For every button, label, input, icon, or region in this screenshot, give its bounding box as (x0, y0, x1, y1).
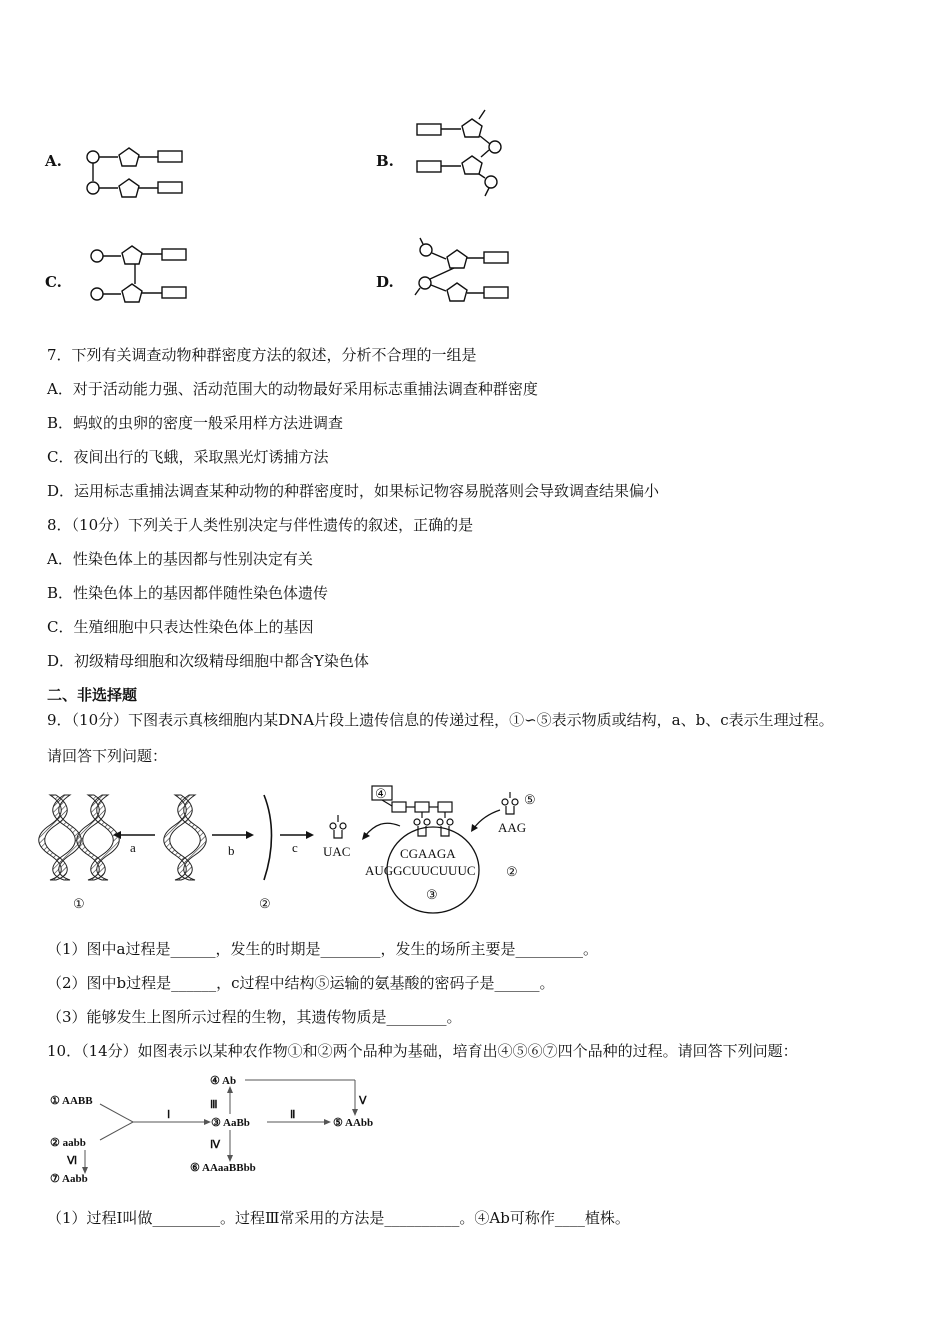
node-5: ⑤ AAbb (333, 1117, 374, 1129)
base-rect (417, 161, 441, 172)
base-rect (162, 249, 186, 260)
q7-option-d: D．运用标志重捕法调查某种动物的种群密度时，如果标记物容易脱落则会导致调查结果偏小 (47, 482, 660, 500)
trna-ribosome (414, 812, 453, 836)
base-rect (484, 252, 508, 263)
option-c-label: C. (45, 273, 62, 291)
arrow-a-label: a (130, 840, 136, 855)
phosphate-circle (485, 176, 497, 188)
arrow-c-label: c (292, 840, 298, 855)
option-d-label: D. (376, 273, 394, 291)
node-1: ① AABB (50, 1095, 93, 1107)
mrna-sequence: AUGGCUUCUUUC (365, 863, 476, 878)
figure-label-2: ② (259, 896, 271, 911)
option-b-diagram (415, 108, 515, 198)
q7-stem: 7．下列有关调查动物种群密度方法的叙述，分析不合理的一组是 (47, 346, 477, 364)
phosphate-circle (419, 277, 431, 289)
arrow-b-label: b (228, 843, 235, 858)
anticodons-ribosome: CGAAGA (400, 846, 456, 861)
polypeptide (392, 802, 452, 812)
q7-option-b: B．蚂蚁的虫卵的密度一般采用样方法进调查 (47, 414, 344, 432)
q8-option-b: B．性染色体上的基因都伴随性染色体遗传 (47, 584, 329, 602)
trna-left (330, 815, 346, 838)
base-rect (162, 287, 186, 298)
figure-label-2b: ② (506, 864, 518, 879)
figure-label-1: ① (73, 896, 85, 911)
node-4: ④ Ab (210, 1075, 237, 1087)
phosphate-circle (91, 250, 103, 262)
option-a-label: A. (45, 152, 62, 170)
pentose-sugar (122, 246, 142, 264)
section-title: 二、非选择题 (47, 686, 138, 704)
figure-label-4: ④ (375, 786, 387, 801)
q10-subquestion-1: （1）过程Ⅰ叫做_________。过程Ⅲ常采用的方法是__________。④Ab可称作____植株。 (47, 1209, 630, 1227)
anticodon-left: UAC (323, 844, 351, 859)
mrna-strand (264, 795, 272, 880)
q9-stem-2: 请回答下列问题： (47, 747, 168, 765)
node-6: ⑥ AAaaBBbb (190, 1162, 256, 1174)
process-3: Ⅲ (210, 1099, 218, 1111)
q9-stem: 9．（10分）下图表示真核细胞内某DNA片段上遗传信息的传递过程，①∽⑤表示物质或结构，a、b、c表示生理过程。 (47, 711, 834, 729)
anticodon-right: AAG (498, 820, 527, 835)
process-4: Ⅳ (210, 1139, 221, 1151)
base-rect (484, 287, 508, 298)
figure-label-5: ⑤ (524, 792, 536, 807)
q7-option-a: A．对于活动能力强、活动范围大的动物最好采用标志重捕法调查种群密度 (47, 380, 538, 398)
trna-incoming (502, 792, 518, 814)
figure-label-3: ③ (426, 887, 438, 902)
q9-subquestion-1: （1）图中a过程是______，发生的时期是________，发生的场所主要是_________。 (47, 940, 598, 958)
phosphate-circle (91, 288, 103, 300)
q8-option-c: C．生殖细胞中只表达性染色体上的基因 (47, 618, 314, 636)
q8-option-d: D．初级精母细胞和次级精母细胞中都含Y染色体 (47, 652, 369, 670)
pentose-sugar (122, 284, 142, 302)
phosphate-circle (87, 182, 99, 194)
q9-subquestion-3: （3）能够发生上图所示过程的生物，其遗传物质是________。 (47, 1008, 462, 1026)
option-a-diagram (80, 140, 190, 200)
phosphate-circle (420, 244, 432, 256)
dna-helix-template (164, 795, 207, 880)
node-7: ⑦ Aabb (50, 1173, 88, 1185)
pentose-sugar (462, 156, 482, 174)
base-rect (158, 151, 182, 162)
q10-stem: 10．（14分）如图表示以某种农作物①和②两个品种为基础，培育出④⑤⑥⑦四个品种的过程。请回答下列问题： (47, 1042, 798, 1060)
process-6: Ⅵ (67, 1155, 78, 1167)
process-5: Ⅴ (359, 1095, 367, 1107)
pentose-sugar (447, 283, 467, 301)
base-rect (417, 124, 441, 135)
option-c-diagram (85, 240, 195, 305)
q10-breeding-diagram (45, 1070, 405, 1190)
option-d-diagram (412, 235, 517, 307)
node-3: ③ AaBb (211, 1117, 250, 1129)
q9-figure (40, 780, 540, 920)
q9-subquestion-2: （2）图中b过程是______，c过程中结构⑤运输的氨基酸的密码子是______。 (47, 974, 555, 992)
pentose-sugar (462, 119, 482, 137)
process-2: Ⅱ (290, 1109, 296, 1121)
dna-helix-left (39, 795, 82, 880)
dna-helix-middle (77, 795, 120, 880)
q8-option-a: A．性染色体上的基因都与性别决定有关 (47, 550, 313, 568)
phosphate-circle (489, 141, 501, 153)
base-rect (158, 182, 182, 193)
pentose-sugar (119, 148, 139, 166)
option-b-label: B. (376, 152, 394, 170)
q7-option-c: C．夜间出行的飞蛾，采取黑光灯诱捕方法 (47, 448, 329, 466)
pentose-sugar (119, 179, 139, 197)
q8-stem: 8．（10分）下列关于人类性别决定与伴性遗传的叙述，正确的是 (47, 516, 474, 534)
phosphate-circle (87, 151, 99, 163)
pentose-sugar (447, 250, 467, 268)
node-2: ② aabb (50, 1137, 86, 1149)
process-1: Ⅰ (167, 1109, 171, 1121)
